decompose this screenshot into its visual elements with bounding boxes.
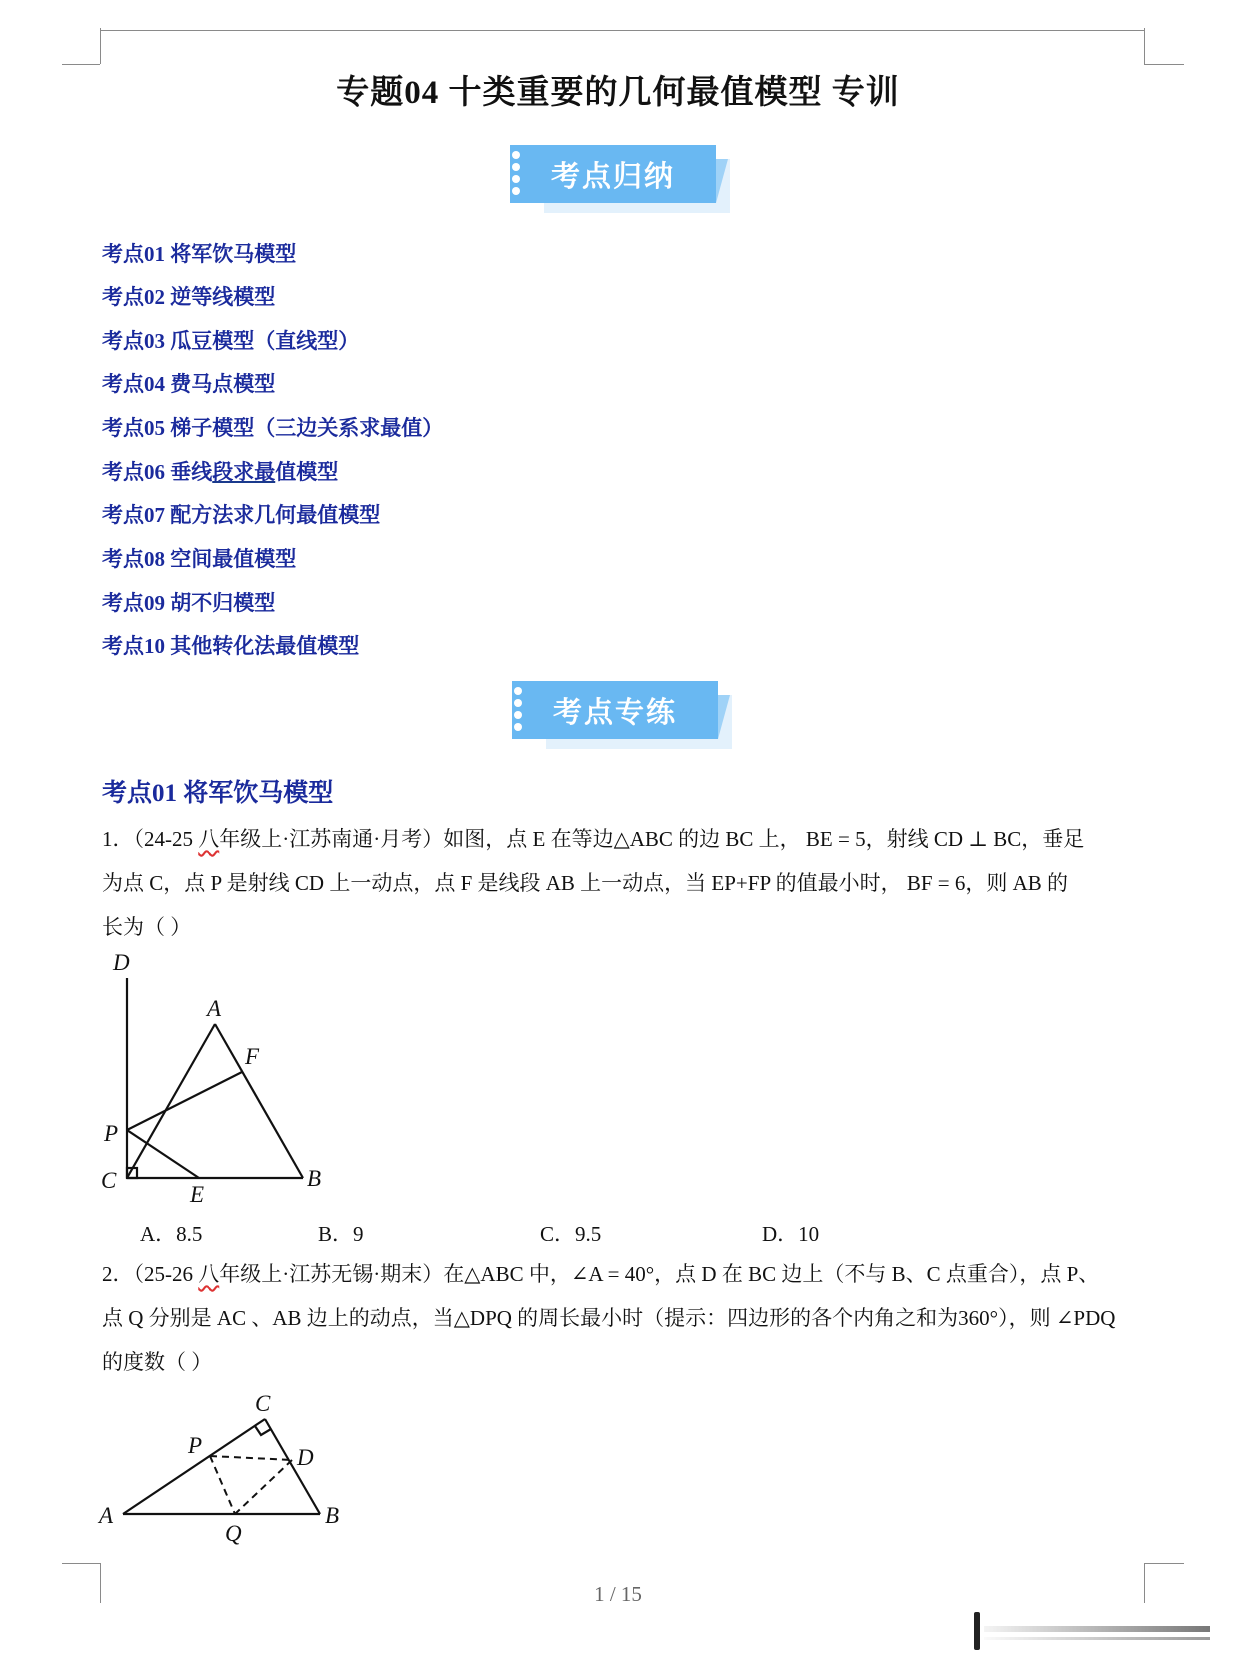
label-B: B bbox=[307, 1166, 322, 1191]
binder-rings-icon bbox=[512, 151, 524, 199]
question-text: 如图，点 E 在等边△ABC 的边 BC 上， BE = 5，射线 CD ⊥ BC，垂足 bbox=[443, 827, 1085, 851]
toc-item-02[interactable]: 考点02 逆等线模型 bbox=[102, 285, 276, 309]
crop-mark-top-right-h bbox=[1144, 64, 1184, 65]
toc-item-07[interactable]: 考点07 配方法求几何最值模型 bbox=[102, 503, 381, 527]
toc-item-05[interactable]: 考点05 梯子模型（三边关系求最值） bbox=[102, 416, 444, 440]
label-P: P bbox=[188, 1433, 203, 1458]
question-number: 2． bbox=[102, 1262, 134, 1286]
label-Q: Q bbox=[225, 1521, 242, 1545]
question-text: 在△ABC 中，∠A = 40°，点 D 在 BC 边上（不与 B、C 点重合），点 P、 bbox=[443, 1262, 1100, 1286]
crop-mark-top-left-h bbox=[62, 64, 100, 65]
scrollbar-track-secondary bbox=[984, 1637, 1210, 1640]
banner-label: 考点归纳 bbox=[510, 145, 716, 203]
figure-1-triangle-diagram bbox=[95, 948, 355, 1208]
option-a[interactable]: A．8.5 bbox=[140, 1222, 203, 1246]
question-2-line-3: 的度数（ ） bbox=[102, 1350, 213, 1374]
toc-item-06-prefix: 考点06 垂线 bbox=[102, 460, 213, 484]
toc-item-06-underlined: 段求最 bbox=[212, 460, 276, 484]
banner-label: 考点专练 bbox=[512, 681, 718, 739]
label-A: A bbox=[207, 996, 222, 1021]
banner-fold bbox=[718, 695, 730, 739]
toc-item-06[interactable] bbox=[102, 456, 338, 486]
document-title: 专题04 十类重要的几何最值模型 专训 bbox=[336, 75, 900, 111]
binder-rings-icon bbox=[514, 687, 526, 735]
crop-mark-top-right-v bbox=[1144, 28, 1145, 64]
toc-item-01[interactable]: 考点01 将军饮马模型 bbox=[102, 242, 297, 266]
question-source-rest: 年级上·江苏南通·月考） bbox=[219, 827, 444, 851]
option-d[interactable]: D．10 bbox=[762, 1222, 820, 1246]
spellcheck-flag: 八 bbox=[198, 827, 220, 851]
section-heading: 考点01 将军饮马模型 bbox=[102, 780, 334, 807]
label-D: D bbox=[297, 1445, 314, 1470]
label-B: B bbox=[325, 1503, 340, 1528]
page-top-edge bbox=[100, 30, 1144, 31]
question-2-line-1 bbox=[102, 1252, 1142, 1296]
crop-mark-top-left-v bbox=[100, 28, 101, 64]
label-C: C bbox=[101, 1168, 117, 1193]
question-1 bbox=[102, 817, 1142, 949]
banner-practice bbox=[512, 681, 732, 743]
crop-mark-bottom-left-h bbox=[62, 1563, 100, 1564]
banner-summary bbox=[510, 145, 730, 207]
banner-fold bbox=[716, 159, 728, 203]
label-D: D bbox=[113, 950, 130, 975]
page-indicator: 1 / 15 bbox=[594, 1582, 642, 1606]
question-2 bbox=[102, 1252, 1142, 1384]
scrollbar-track[interactable] bbox=[984, 1626, 1210, 1632]
toc-item-10[interactable]: 考点10 其他转化法最值模型 bbox=[102, 634, 360, 658]
scrollbar-thumb[interactable] bbox=[974, 1612, 980, 1650]
label-F: F bbox=[245, 1044, 260, 1069]
question-2-line-2: 点 Q 分别是 AC 、AB 边上的动点，当△DPQ 的周长最小时（提示：四边形的各个内角之和为360°），则 ∠PDQ bbox=[102, 1306, 1116, 1330]
toc-item-04[interactable]: 考点04 费马点模型 bbox=[102, 372, 276, 396]
option-c[interactable]: C．9.5 bbox=[540, 1222, 602, 1246]
spellcheck-flag: 八 bbox=[198, 1262, 220, 1286]
toc-item-08[interactable]: 考点08 空间最值模型 bbox=[102, 547, 297, 571]
question-source-rest: 年级上·江苏无锡·期末） bbox=[219, 1262, 444, 1286]
question-source-open: （24-25 bbox=[133, 827, 199, 851]
label-P: P bbox=[104, 1121, 119, 1146]
question-1-line-3: 长为（ ） bbox=[102, 915, 192, 939]
question-number: 1． bbox=[102, 827, 134, 851]
crop-mark-bottom-right-h bbox=[1144, 1563, 1184, 1564]
toc-item-03[interactable]: 考点03 瓜豆模型（直线型） bbox=[102, 329, 360, 353]
label-E: E bbox=[190, 1182, 205, 1207]
label-C: C bbox=[255, 1391, 271, 1416]
question-1-line-1 bbox=[102, 817, 1142, 861]
toc-item-06-suffix: 值模型 bbox=[275, 460, 339, 484]
option-b[interactable]: B．9 bbox=[318, 1222, 364, 1246]
question-source-open: （25-26 bbox=[133, 1262, 199, 1286]
question-1-line-2: 为点 C，点 P 是射线 CD 上一动点，点 F 是线段 AB 上一动点，当 EP+FP 的值最小时， BF = 6，则 AB 的 bbox=[102, 871, 1069, 895]
toc-item-09[interactable]: 考点09 胡不归模型 bbox=[102, 591, 276, 615]
figure-2-triangle-diagram bbox=[95, 1385, 365, 1545]
label-A: A bbox=[99, 1503, 114, 1528]
